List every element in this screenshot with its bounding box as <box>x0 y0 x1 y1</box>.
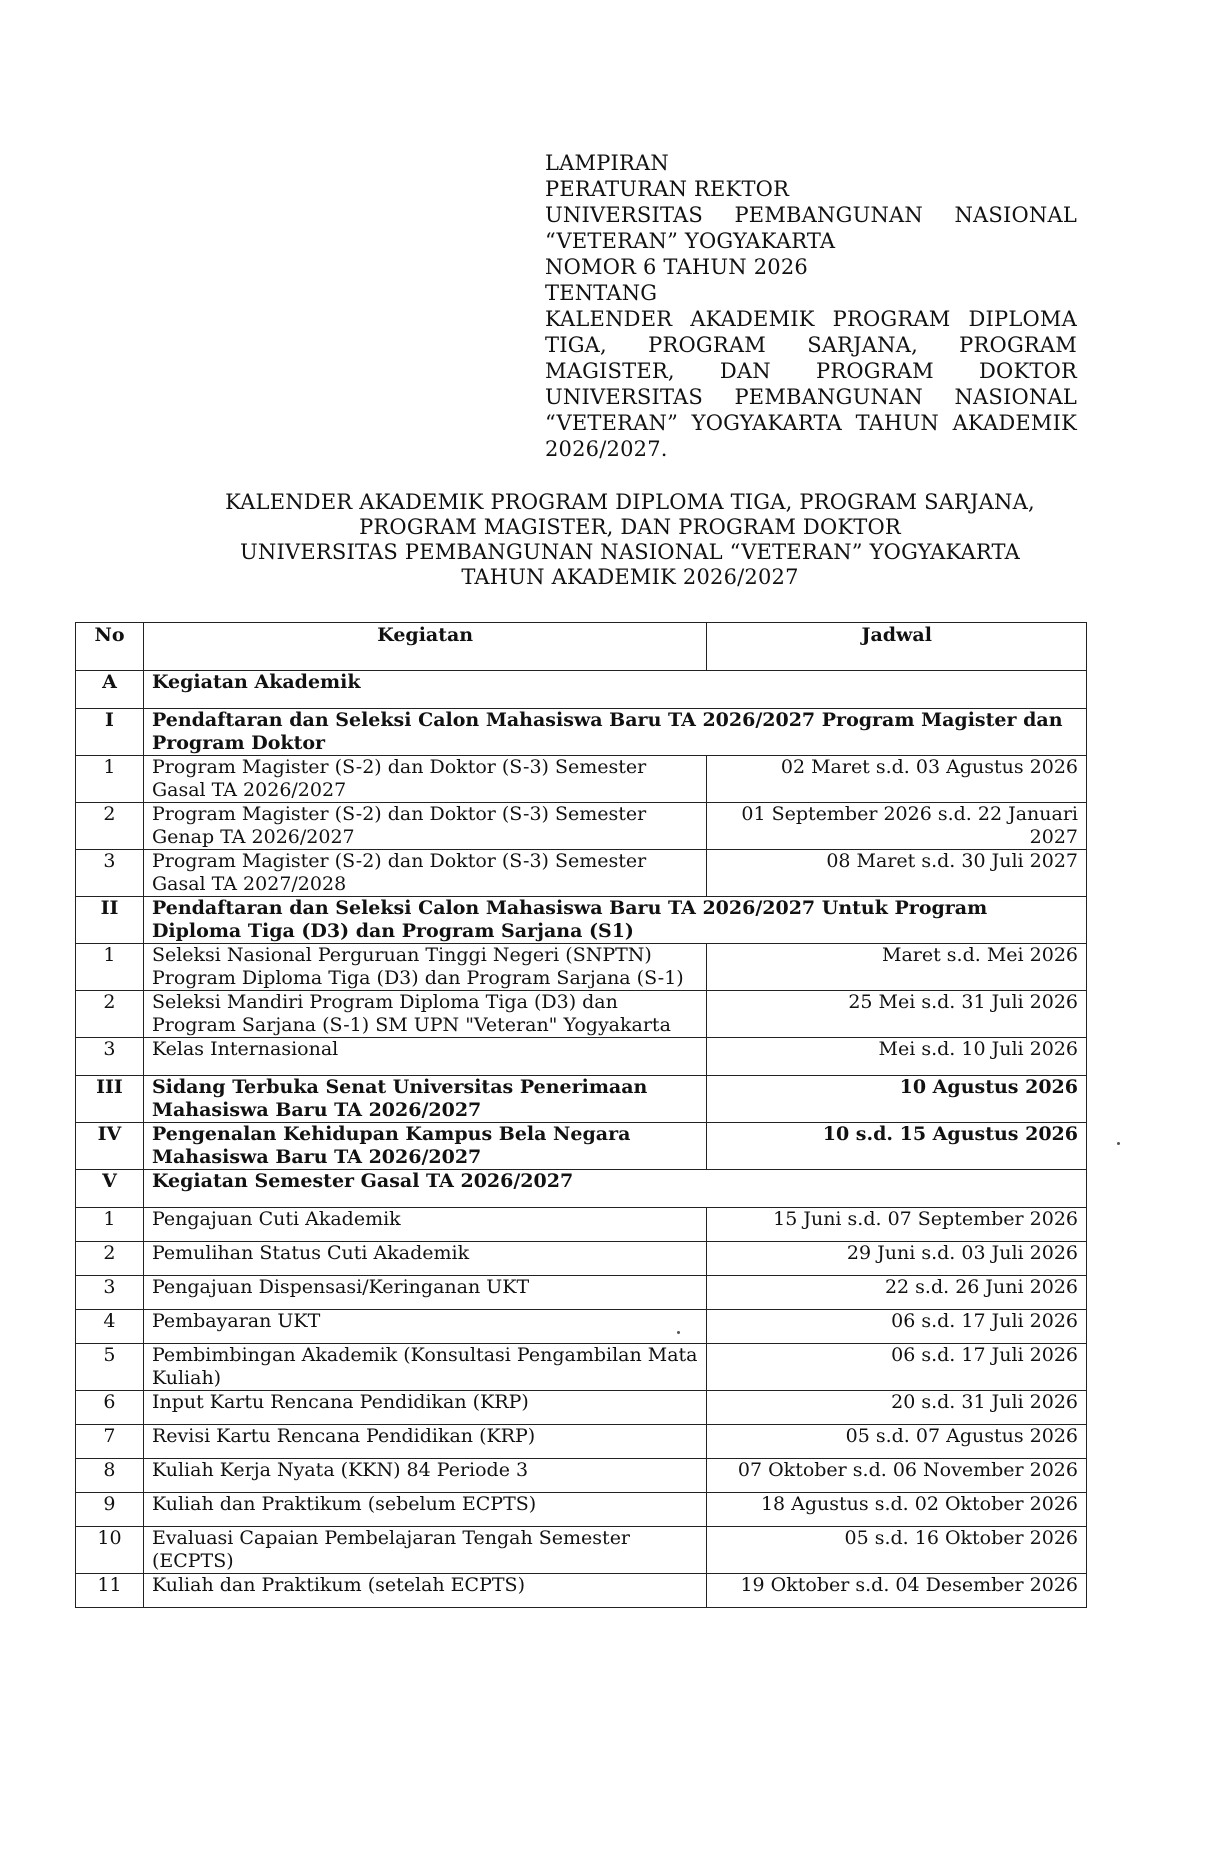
row-number: V <box>76 1170 144 1208</box>
table-row <box>76 1242 1087 1276</box>
row-jadwal: 06 s.d. 17 Juli 2026 <box>707 1310 1087 1344</box>
row-jadwal: 10 Agustus 2026 <box>707 1076 1087 1123</box>
row-jadwal: 10 s.d. 15 Agustus 2026 <box>707 1123 1087 1170</box>
header-line: “VETERAN” YOGYAKARTA <box>545 229 836 253</box>
scan-speck <box>1117 1142 1120 1145</box>
header-line: NOMOR 6 TAHUN 2026 <box>545 255 808 279</box>
row-number: 1 <box>76 1208 144 1242</box>
row-number: 1 <box>76 756 144 803</box>
row-jadwal: 29 Juni s.d. 03 Juli 2026 <box>707 1242 1087 1276</box>
header-line: MAGISTER, DAN PROGRAM DOKTOR <box>545 359 1077 383</box>
row-jadwal: 15 Juni s.d. 07 September 2026 <box>707 1208 1087 1242</box>
row-kegiatan: Kelas Internasional <box>143 1038 706 1076</box>
row-jadwal: 07 Oktober s.d. 06 November 2026 <box>707 1459 1087 1493</box>
row-kegiatan: Pemulihan Status Cuti Akademik <box>143 1242 706 1276</box>
row-number: 5 <box>76 1344 144 1391</box>
row-jadwal: Maret s.d. Mei 2026 <box>707 944 1087 991</box>
row-kegiatan: Pembayaran UKT <box>143 1310 706 1344</box>
table-body <box>76 671 1087 1608</box>
row-jadwal: 25 Mei s.d. 31 Juli 2026 <box>707 991 1087 1038</box>
row-jadwal: 01 September 2026 s.d. 22 Januari 2027 <box>707 803 1087 850</box>
row-number: 9 <box>76 1493 144 1527</box>
row-kegiatan: Sidang Terbuka Senat Universitas Penerimaan Mahasiswa Baru TA 2026/2027 <box>143 1076 706 1123</box>
row-kegiatan: Seleksi Nasional Perguruan Tinggi Negeri (SNPTN) Program Diploma Tiga (D3) dan Program Sarjana (S-1) <box>143 944 706 991</box>
row-jadwal: 22 s.d. 26 Juni 2026 <box>707 1276 1087 1310</box>
table-row <box>76 756 1087 803</box>
title-line: UNIVERSITAS PEMBANGUNAN NASIONAL “VETERAN” YOGYAKARTA <box>240 540 1020 564</box>
row-number: I <box>76 709 144 756</box>
row-kegiatan: Program Magister (S-2) dan Doktor (S-3) Semester Gasal TA 2026/2027 <box>143 756 706 803</box>
row-kegiatan: Seleksi Mandiri Program Diploma Tiga (D3) dan Program Sarjana (S-1) SM UPN "Veteran" Yogyakarta <box>143 991 706 1038</box>
row-kegiatan: Kuliah dan Praktikum (setelah ECPTS) <box>143 1574 706 1608</box>
table-row <box>76 1425 1087 1459</box>
row-number: 10 <box>76 1527 144 1574</box>
row-number: 11 <box>76 1574 144 1608</box>
row-number: 2 <box>76 1242 144 1276</box>
column-header-no: No <box>76 623 144 671</box>
row-number: 2 <box>76 803 144 850</box>
table-row <box>76 1574 1087 1608</box>
table-row <box>76 1527 1087 1574</box>
row-kegiatan: Pembimbingan Akademik (Konsultasi Pengambilan Mata Kuliah) <box>143 1344 706 1391</box>
table-row <box>76 850 1087 897</box>
table-row <box>76 1391 1087 1425</box>
section-row <box>76 1170 1087 1208</box>
table-row <box>76 1310 1087 1344</box>
section-row <box>76 897 1087 944</box>
row-kegiatan: Pendaftaran dan Seleksi Calon Mahasiswa Baru TA 2026/2027 Untuk Program Diploma Tiga (D3) dan Program Sarjana (S1) <box>143 897 1086 944</box>
row-kegiatan: Pengenalan Kehidupan Kampus Bela Negara Mahasiswa Baru TA 2026/2027 <box>143 1123 706 1170</box>
row-jadwal: 06 s.d. 17 Juli 2026 <box>707 1344 1087 1391</box>
row-jadwal: 19 Oktober s.d. 04 Desember 2026 <box>707 1574 1087 1608</box>
row-kegiatan: Pengajuan Cuti Akademik <box>143 1208 706 1242</box>
table-row <box>76 991 1087 1038</box>
table-row <box>76 1459 1087 1493</box>
row-kegiatan: Program Magister (S-2) dan Doktor (S-3) Semester Genap TA 2026/2027 <box>143 803 706 850</box>
row-jadwal: 20 s.d. 31 Juli 2026 <box>707 1391 1087 1425</box>
title-line: KALENDER AKADEMIK PROGRAM DIPLOMA TIGA, PROGRAM SARJANA, <box>225 490 1035 514</box>
row-kegiatan: Evaluasi Capaian Pembelajaran Tengah Semester (ECPTS) <box>143 1527 706 1574</box>
title-line: PROGRAM MAGISTER, DAN PROGRAM DOKTOR <box>359 515 901 539</box>
row-number: 6 <box>76 1391 144 1425</box>
row-jadwal: 08 Maret s.d. 30 Juli 2027 <box>707 850 1087 897</box>
row-jadwal: Mei s.d. 10 Juli 2026 <box>707 1038 1087 1076</box>
row-kegiatan: Revisi Kartu Rencana Pendidikan (KRP) <box>143 1425 706 1459</box>
section-row <box>76 1123 1087 1170</box>
column-header-kegiatan: Kegiatan <box>143 623 706 671</box>
section-row <box>76 709 1087 756</box>
document-title <box>130 490 1130 590</box>
table-row <box>76 1493 1087 1527</box>
row-kegiatan: Pendaftaran dan Seleksi Calon Mahasiswa Baru TA 2026/2027 Program Magister dan Program Doktor <box>143 709 1086 756</box>
row-kegiatan: Kuliah Kerja Nyata (KKN) 84 Periode 3 <box>143 1459 706 1493</box>
row-number: 1 <box>76 944 144 991</box>
header-line: PERATURAN REKTOR <box>545 177 790 201</box>
header-line: 2026/2027. <box>545 437 668 461</box>
table-row <box>76 944 1087 991</box>
table-row <box>76 1208 1087 1242</box>
row-kegiatan: Kegiatan Akademik <box>143 671 1086 709</box>
header-line: UNIVERSITAS PEMBANGUNAN NASIONAL <box>545 385 1077 409</box>
table-row <box>76 1344 1087 1391</box>
section-row <box>76 1076 1087 1123</box>
row-number: 3 <box>76 1038 144 1076</box>
row-number: IV <box>76 1123 144 1170</box>
row-number: 8 <box>76 1459 144 1493</box>
header-line: “VETERAN” YOGYAKARTA TAHUN AKADEMIK <box>545 411 1077 435</box>
row-kegiatan: Kuliah dan Praktikum (sebelum ECPTS) <box>143 1493 706 1527</box>
row-kegiatan: Input Kartu Rencana Pendidikan (KRP) <box>143 1391 706 1425</box>
section-row <box>76 671 1087 709</box>
table-row <box>76 803 1087 850</box>
row-number: 3 <box>76 850 144 897</box>
row-kegiatan: Program Magister (S-2) dan Doktor (S-3) Semester Gasal TA 2027/2028 <box>143 850 706 897</box>
lampiran-header <box>545 150 1077 462</box>
title-line: TAHUN AKADEMIK 2026/2027 <box>461 565 799 589</box>
row-number: 2 <box>76 991 144 1038</box>
table-row <box>76 1276 1087 1310</box>
header-line: KALENDER AKADEMIK PROGRAM DIPLOMA <box>545 307 1077 331</box>
row-number: III <box>76 1076 144 1123</box>
scan-speck <box>677 1331 680 1334</box>
header-line: UNIVERSITAS PEMBANGUNAN NASIONAL <box>545 203 1077 227</box>
row-number: A <box>76 671 144 709</box>
row-kegiatan: Pengajuan Dispensasi/Keringanan UKT <box>143 1276 706 1310</box>
table-header-row <box>76 623 1087 671</box>
row-number: 7 <box>76 1425 144 1459</box>
table-row <box>76 1038 1087 1076</box>
row-kegiatan: Kegiatan Semester Gasal TA 2026/2027 <box>143 1170 1086 1208</box>
row-jadwal: 18 Agustus s.d. 02 Oktober 2026 <box>707 1493 1087 1527</box>
row-jadwal: 05 s.d. 07 Agustus 2026 <box>707 1425 1087 1459</box>
column-header-jadwal: Jadwal <box>707 623 1087 671</box>
row-number: II <box>76 897 144 944</box>
academic-calendar-table <box>75 622 1087 1608</box>
header-line: TIGA, PROGRAM SARJANA, PROGRAM <box>545 333 1077 357</box>
header-line: TENTANG <box>545 281 658 305</box>
row-jadwal: 02 Maret s.d. 03 Agustus 2026 <box>707 756 1087 803</box>
row-number: 4 <box>76 1310 144 1344</box>
row-number: 3 <box>76 1276 144 1310</box>
row-jadwal: 05 s.d. 16 Oktober 2026 <box>707 1527 1087 1574</box>
header-line: LAMPIRAN <box>545 151 669 175</box>
